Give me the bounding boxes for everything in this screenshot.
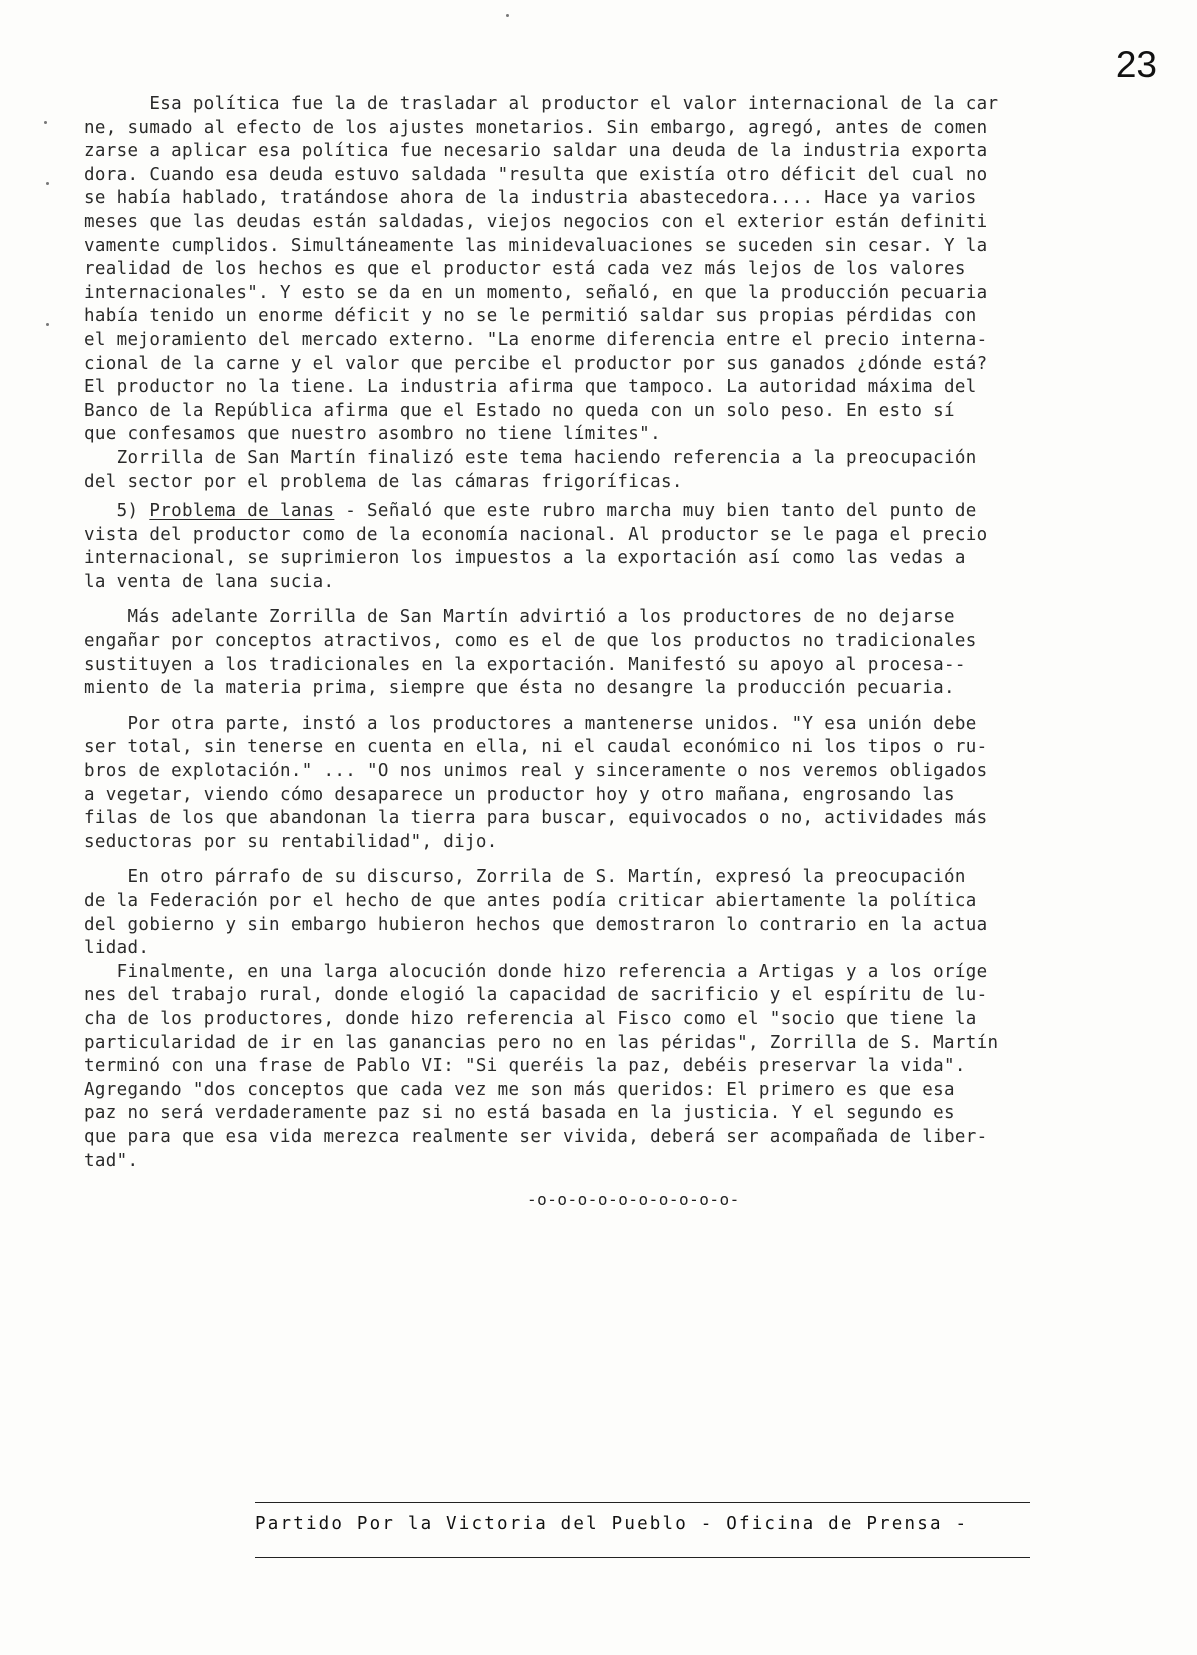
text-line: internacional, se suprimieron los impuestos a la exportación así como las vedas a xyxy=(84,548,966,569)
text-line: que para que esa vida merezca realmente ser vivida, deberá ser acompañada de liber- xyxy=(84,1126,988,1147)
scan-speck xyxy=(46,182,49,185)
paragraph-union xyxy=(84,713,1134,855)
scan-speck xyxy=(46,323,49,326)
text-line: la venta de lana sucia. xyxy=(84,571,335,592)
text-line: Agregando "dos conceptos que cada vez me son más queridos: El primero es que esa xyxy=(84,1079,955,1100)
text-line: terminó con una frase de Pablo VI: "Si queréis la paz, debéis preservar la vida". xyxy=(84,1056,966,1077)
text-line: Esa política fue la de trasladar al productor el valor internacional de la car xyxy=(84,94,999,114)
section-number: 5) xyxy=(84,501,150,522)
text-line: particularidad de ir en las ganancias pero no en las péridas", Zorrilla de S. Martín xyxy=(84,1032,999,1053)
text-line: cha de los productores, donde hizo referencia al Fisco como el "socio que tiene la xyxy=(84,1008,977,1029)
text-line: dora. Cuando esa deuda estuvo saldada "resulta que existía otro déficit del cual no xyxy=(84,164,988,185)
text-line: cional de la carne y el valor que percibe el productor por sus ganados ¿dónde está? xyxy=(84,353,988,374)
section-heading-line xyxy=(84,500,1134,524)
text-line: vamente cumplidos. Simultáneamente las minidevaluaciones se suceden sin cesar. Y la xyxy=(84,235,988,256)
text-line: Más adelante Zorrilla de San Martín advirtió a los productores de no dejarse xyxy=(84,607,955,628)
text-line: internacionales". Y esto se da en un momento, señaló, en que la producción pecuaria xyxy=(84,282,988,303)
text-line: del gobierno y sin embargo hubieron hechos que demostraron lo contrario en la actua xyxy=(84,914,988,935)
text-line: En otro párrafo de su discurso, Zorrila de S. Martín, expresó la preocupación xyxy=(84,867,966,888)
footer-rule-top xyxy=(255,1502,1030,1503)
text-line: tad". xyxy=(84,1150,139,1171)
text-line: de la Federación por el hecho de que antes podía criticar abiertamente la política xyxy=(84,891,977,911)
text-line: ser total, sin tenerse en cuenta en ella, ni el caudal económico ni los tipos o ru- xyxy=(84,737,988,758)
section-problema-lanas xyxy=(84,500,1134,594)
text-line: a vegetar, viendo cómo desaparece un productor hoy y otro mañana, engrosando las xyxy=(84,784,955,805)
scan-speck xyxy=(44,121,47,124)
footer-rule-bottom xyxy=(255,1557,1030,1558)
text-line: sustituyen a los tradicionales en la exportación. Manifestó su apoyo al procesa-- xyxy=(84,654,966,675)
footer-text: Partido Por la Victoria del Pueblo - Oficina de Prensa - xyxy=(255,1514,969,1534)
text-line: Zorrilla de San Martín finalizó este tema haciendo referencia a la preocupación xyxy=(84,447,977,468)
text-line: nes del trabajo rural, donde elogió la capacidad de sacrificio y el espíritu de lu- xyxy=(84,985,988,1006)
scan-speck xyxy=(506,14,509,17)
text-line: el mejoramiento del mercado externo. "La enorme diferencia entre el precio interna- xyxy=(84,329,988,350)
text-line: paz no será verdaderamente paz si no está basada en la justicia. Y el segundo es xyxy=(84,1103,955,1124)
text-fragment: - Señaló que este rubro marcha muy bien tanto del punto de xyxy=(334,501,977,522)
text-line: zarse a aplicar esa política fue necesario saldar una deuda de la industria exporta xyxy=(84,141,988,162)
paragraph-politica xyxy=(84,93,1134,494)
section-separator: -o-o-o-o-o-o-o-o-o-o- xyxy=(527,1190,740,1209)
text-line: miento de la materia prima, siempre que ésta no desangre la producción pecuaria. xyxy=(84,678,955,699)
text-line: vista del productor como de la economía nacional. Al productor se le paga el precio xyxy=(84,524,988,545)
text-line: El productor no la tiene. La industria afirma que tampoco. La autoridad máxima del xyxy=(84,377,977,398)
text-line: realidad de los hechos es que el productor está cada vez más lejos de los valores xyxy=(84,259,966,280)
text-line: Banco de la República afirma que el Estado no queda con un solo peso. En esto sí xyxy=(84,400,955,421)
text-line: había tenido un enorme déficit y no se le permitió saldar sus propias pérdidas con xyxy=(84,306,977,327)
section-heading: Problema de lanas xyxy=(149,501,335,522)
text-line: se había hablado, tratándose ahora de la industria abastecedora.... Hace ya varios xyxy=(84,188,977,209)
text-line: ne, sumado al efecto de los ajustes monetarios. Sin embargo, agregó, antes de comen xyxy=(84,117,988,138)
text-line: del sector por el problema de las cámaras frigoríficas. xyxy=(84,471,683,492)
text-line: bros de explotación." ... "O nos unimos real y sinceramente o nos veremos obligados xyxy=(84,761,988,782)
paragraph-mas-adelante xyxy=(84,606,1134,700)
page-number: 23 xyxy=(1115,44,1157,85)
text-line: que confesamos que nuestro asombro no tiene límites". xyxy=(84,424,661,445)
paragraph-otro-parrafo xyxy=(84,866,1134,1173)
text-line: meses que las deudas están saldadas, viejos negocios con el exterior están definiti xyxy=(84,211,988,232)
text-line: engañar por conceptos atractivos, como es el de que los productos no tradicionales xyxy=(84,631,977,652)
text-line: Por otra parte, instó a los productores a mantenerse unidos. "Y esa unión debe xyxy=(84,713,977,734)
text-line: filas de los que abandonan la tierra para buscar, equivocados o no, actividades más xyxy=(84,808,988,829)
text-line: lidad. xyxy=(84,938,150,959)
text-line: Finalmente, en una larga alocución donde hizo referencia a Artigas y a los oríge xyxy=(84,961,988,982)
text-line: seductoras por su rentabilidad", dijo. xyxy=(84,831,498,852)
document-body xyxy=(84,93,1134,1173)
